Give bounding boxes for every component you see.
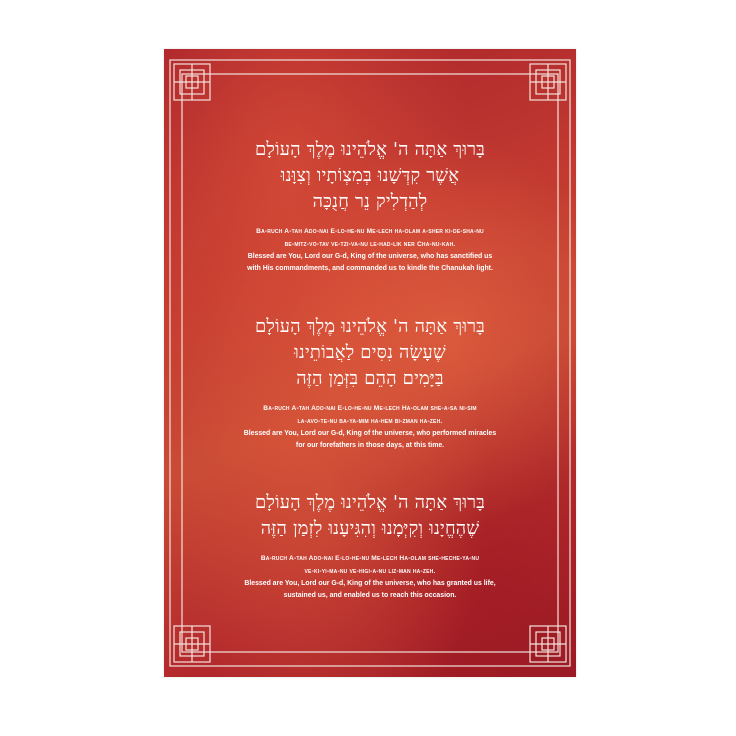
blessing-2-hebrew <box>164 314 576 392</box>
transliteration-line: be-mitz-vo-tav ve-tzi-va-nu le-had-lik ner Cha-nu-kah. <box>284 241 456 248</box>
corner-ornament-bottom-left <box>174 626 210 662</box>
hebrew-line: אֲשֶׁר קִדְּשָׁנוּ בְּמִצְוֹתָיו וְצִוָּנוּ <box>280 165 460 186</box>
transliteration-line: Ba-ruch A-tah Ado-nai E-lo-he-nu Me-lech ha-olam a-sher ki-de-sha-nu <box>256 228 484 235</box>
transliteration-line: Ba-ruch A-tah Ado-nai E-lo-he-nu Me-lech Ha-olam she-a-sa ni-sim <box>263 405 477 412</box>
corner-ornament-bottom-right <box>530 626 566 662</box>
hebrew-line: בָּרוּךְ אַתָּה ה' אֱלֹהֵינוּ מֶלֶךְ הָעוֹלָם <box>254 139 486 160</box>
blessing-1-translation <box>164 251 576 275</box>
transliteration-line: ve-ki-yi-ma-nu ve-higi-a-nu liz-man ha-zeh. <box>304 568 436 575</box>
blessing-2-translation <box>164 428 576 452</box>
blessing-3-translation <box>164 578 576 602</box>
blessing-3 <box>164 490 576 602</box>
blessing-3-transliteration <box>164 552 576 578</box>
blessing-1-transliteration <box>164 225 576 251</box>
hebrew-line: בָּרוּךְ אַתָּה ה' אֱלֹהֵינוּ מֶלֶךְ הָעוֹלָם <box>254 492 486 513</box>
translation-line: sustained us, and enabled us to reach this occasion. <box>283 592 457 599</box>
hebrew-line: בָּרוּךְ אַתָּה ה' אֱלֹהֵינוּ מֶלֶךְ הָעוֹלָם <box>254 316 486 337</box>
hebrew-line: שֶׁעָשָׂה נִסִּים לַאֲבוֹתֵינוּ <box>294 342 446 363</box>
translation-line: with His commandments, and commanded us to kindle the Chanukah light. <box>247 265 493 272</box>
blessing-2 <box>164 314 576 452</box>
translation-line: Blessed are You, Lord our G-d, King of the universe, who performed miracles <box>243 430 497 437</box>
translation-line: Blessed are You, Lord our G-d, King of the universe, who has granted us life, <box>244 580 496 587</box>
translation-line: for our forefathers in those days, at this time. <box>295 442 445 449</box>
hebrew-line: בַּיָּמִים הָהֵם בִּזְּמַן הַזֶּה <box>296 368 444 389</box>
blessing-2-transliteration <box>164 402 576 428</box>
hebrew-line: לְהַדְלִיק נֵר חֲנֻכָּה <box>312 191 428 212</box>
blessing-1 <box>164 137 576 275</box>
corner-ornament-top-left <box>174 64 210 100</box>
transliteration-line: Ba-ruch A-tah Ado-nai E-lo-he-nu Me-lech Ha-olam she-heche-ya-nu <box>260 555 480 562</box>
blessing-3-hebrew <box>164 490 576 542</box>
corner-ornament-top-right <box>530 64 566 100</box>
chanukah-blessings-poster <box>164 49 576 677</box>
translation-line: Blessed are You, Lord our G-d, King of the universe, who has sanctified us <box>247 253 493 260</box>
transliteration-line: la-avo-te-nu ba-ya-mim ha-hem bi-zman ha-zeh. <box>297 418 443 425</box>
blessing-1-hebrew <box>164 137 576 215</box>
hebrew-line: שֶׁהֶחֱיָנוּ וְקִיְּמָנוּ וְהִגִּיעָנוּ לִזְמַן הַזֶּה <box>260 518 480 539</box>
